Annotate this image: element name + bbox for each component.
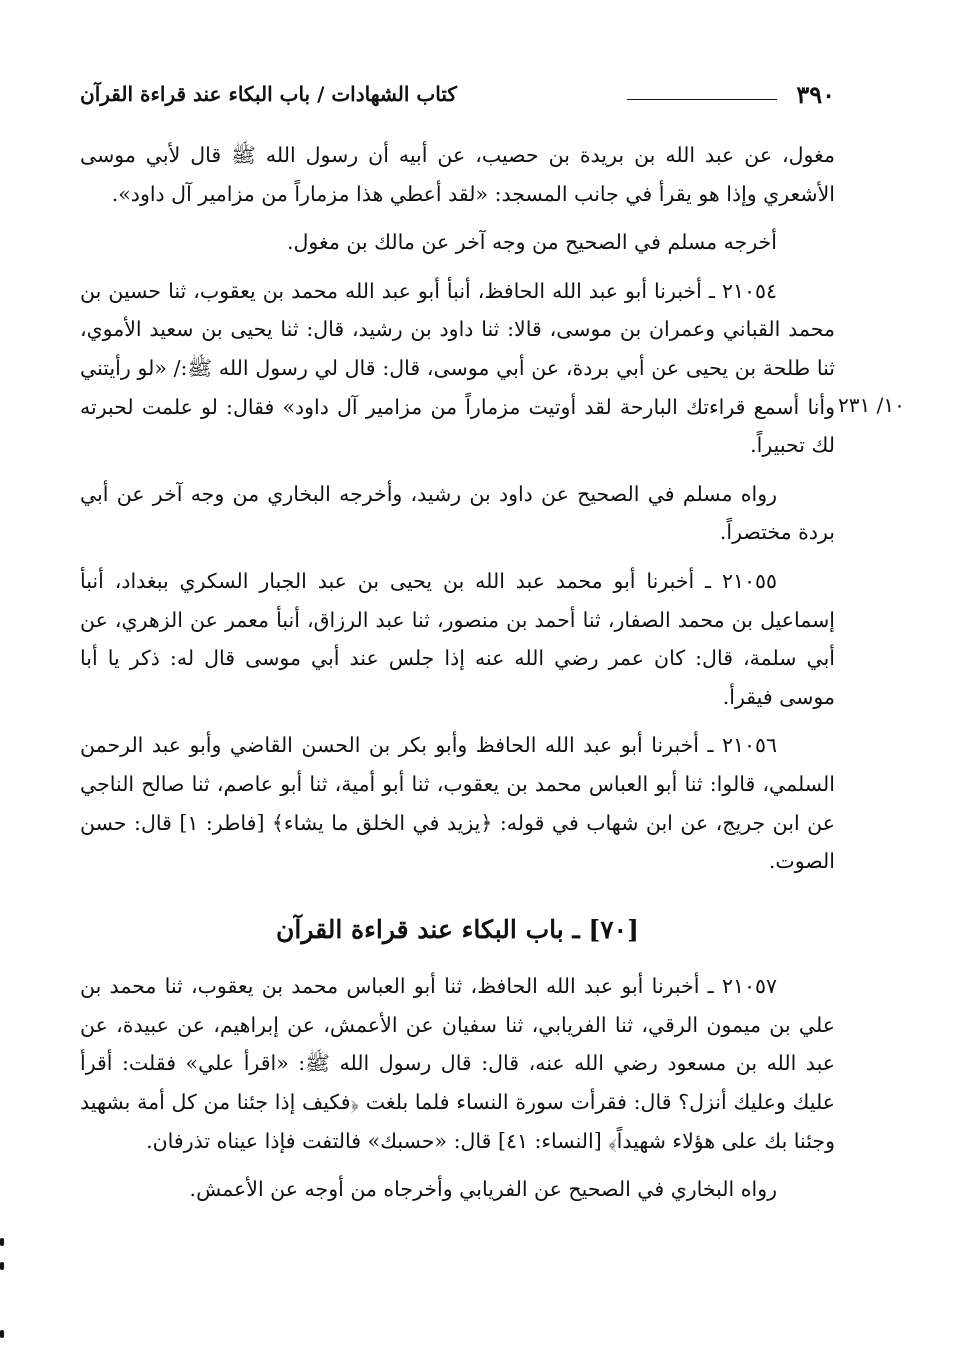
paragraph-group-after — [80, 967, 835, 1209]
page-number: ٣٩٠ — [796, 80, 835, 109]
running-header — [80, 80, 835, 114]
paragraph: ٢١٠٥٤ ـ أخبرنا أبو عبد الله الحافظ، أنبأ أبو عبد الله محمد بن يعقوب، ثنا حسين بن محمد القباني وعمران بن موسى، قالا: ثنا داود بن رشيد، قال: ثنا يحيى بن سعيد الأموي، ثنا طلحة بن يحيى عن أبي بردة، عن أبي موسى، قال: قال لي رسول الله ﷺ:/ «لو رأيتني وأنا أسمع قراءتك البارحة لقد أوتيت مزماراً من مزامير آل داود» فقال: لو علمت لحبرته لك تحبيراً. — [80, 278, 835, 458]
page-body — [80, 136, 835, 1219]
paragraph: رواه البخاري في الصحيح عن الفريابي وأخرجاه من أوجه عن الأعمش. — [189, 1177, 777, 1202]
paragraph: ٢١٠٥٥ ـ أخبرنا أبو محمد عبد الله بن يحيى بن عبد الجبار السكري ببغداد، أنبأ إسماعيل بن محمد الصفار، ثنا أحمد بن منصور، ثنا عبد الرزاق، أنبأ معمر عن الزهري، عن أبي سلمة، قال: كان عمر رضي الله عنه إذا جلس عند أبي موسى قال له: ذكر يا أبا موسى فيقرأ. — [80, 568, 835, 709]
paragraph: ٢١٠٥٧ ـ أخبرنا أبو عبد الله الحافظ، ثنا أبو العباس محمد بن يعقوب، ثنا محمد بن علي بن ميمون الرقي، ثنا الفريابي، ثنا سفيان عن الأعمش، عن إبراهيم، عن عبيدة، عن عبد الله بن مسعود رضي الله عنه، قال: قال رسول الله ﷺ: «اقرأ علي» فقلت: أقرأ عليك وعليك أنزل؟ قال: فقرأت سورة النساء فلما بلغت ﴿فكيف إذا جئنا من كل أمة بشهيد وجئنا بك على هؤلاء شهيداً﴾ [النساء: ٤١] قال: «حسبك» فالتفت فإذا عيناه تذرفان. — [80, 974, 835, 1153]
margin-reference: ١٠/ ٢٣١ — [838, 393, 905, 417]
paragraph: ٢١٠٥٦ ـ أخبرنا أبو عبد الله الحافظ وأبو بكر بن الحسن القاضي وأبو عبد الرحمن السلمي، قالوا: ثنا أبو العباس محمد بن يعقوب، ثنا أبو أمية، ثنا أبو عاصم، ثنا صالح الناجي عن ابن جريج، عن ابن شهاب في قوله: ﴿يزيد في الخلق ما يشاء﴾ [فاطر: ١] قال: حسن الصوت. — [80, 733, 835, 874]
paragraph: أخرجه مسلم في الصحيح من وجه آخر عن مالك بن مغول. — [286, 230, 777, 255]
paragraph: مغول، عن عبد الله بن بريدة بن حصيب، عن أبيه أن رسول الله ﷺ قال لأبي موسى الأشعري وإذا هو يقرأ في جانب المسجد: «لقد أعطي هذا مزماراً من مزامير آل داود». — [80, 143, 835, 206]
header-rule — [627, 99, 777, 100]
running-title: كتاب الشهادات / باب البكاء عند قراءة القرآن — [80, 82, 457, 106]
margin-mark — [0, 1238, 4, 1246]
paragraph: رواه مسلم في الصحيح عن داود بن رشيد، وأخرجه البخاري من وجه آخر عن أبي بردة مختصراً. — [80, 481, 835, 545]
margin-mark — [0, 1262, 4, 1270]
chapter-heading: [٧٠] ـ باب البكاء عند قراءة القرآن — [276, 914, 639, 944]
margin-mark — [0, 1330, 4, 1338]
paragraph-group-before — [80, 136, 835, 881]
